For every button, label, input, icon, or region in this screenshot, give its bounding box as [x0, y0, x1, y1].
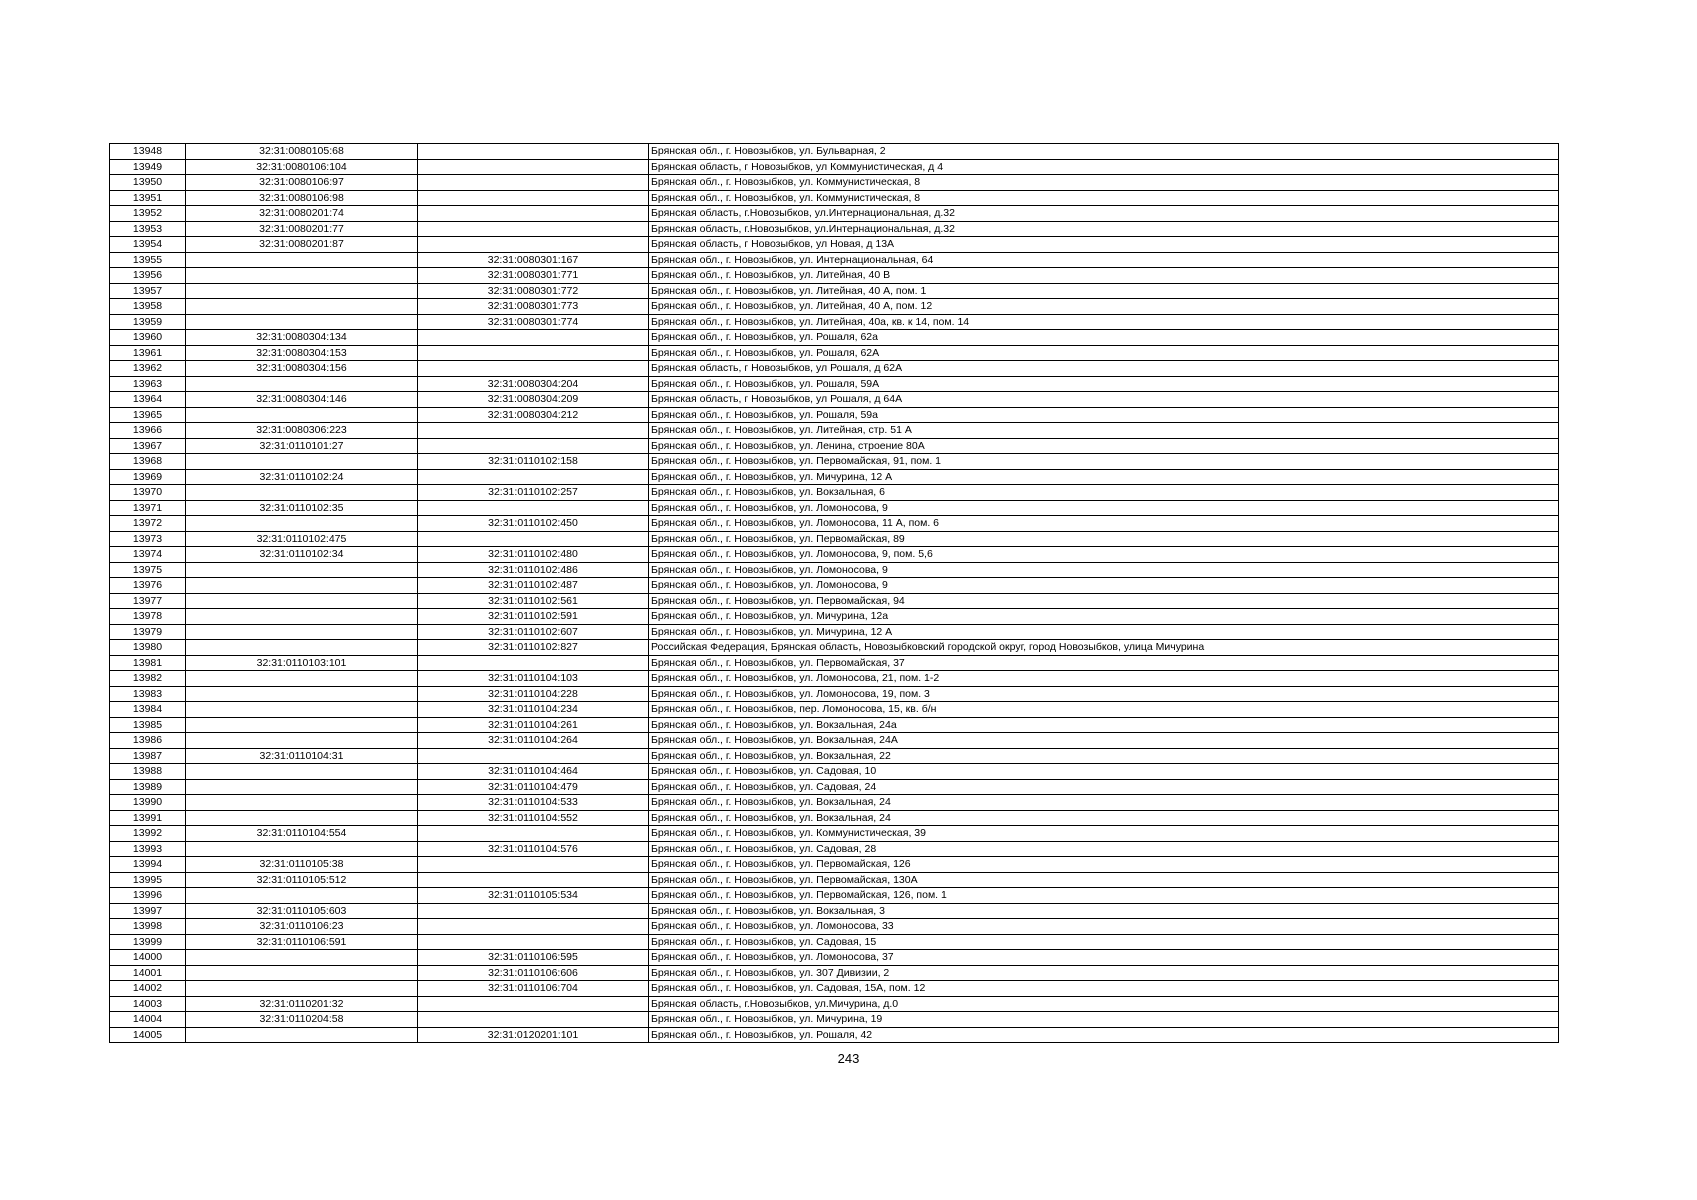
registry-table-body — [110, 144, 1559, 1043]
address-cell: Брянская обл., г. Новозыбков, ул. Литейная, 40а, кв. к 14, пом. 14 — [649, 314, 1559, 330]
cadastral-number-a-cell: 32:31:0080304:156 — [186, 361, 418, 377]
row-number-cell: 13991 — [110, 810, 186, 826]
cadastral-number-a-cell: 32:31:0110102:34 — [186, 547, 418, 563]
cadastral-number-b-cell — [418, 237, 649, 253]
cadastral-number-b-cell — [418, 500, 649, 516]
address-cell: Брянская область, г Новозыбков, ул Новая, д 13А — [649, 237, 1559, 253]
cadastral-number-b-cell: 32:31:0080304:212 — [418, 407, 649, 423]
table-row — [110, 950, 1559, 966]
cadastral-number-a-cell — [186, 299, 418, 315]
table-row — [110, 485, 1559, 501]
table-row — [110, 857, 1559, 873]
address-cell: Брянская обл., г. Новозыбков, ул. Ломоносова, 33 — [649, 919, 1559, 935]
cadastral-number-b-cell: 32:31:0110104:234 — [418, 702, 649, 718]
address-cell: Брянская обл., г. Новозыбков, ул. Вокзальная, 24 — [649, 795, 1559, 811]
table-row — [110, 872, 1559, 888]
address-cell: Брянская обл., г. Новозыбков, ул. Ломоносова, 37 — [649, 950, 1559, 966]
cadastral-number-a-cell: 32:31:0080304:153 — [186, 345, 418, 361]
cadastral-number-a-cell — [186, 516, 418, 532]
cadastral-number-b-cell — [418, 438, 649, 454]
table-row — [110, 500, 1559, 516]
row-number-cell: 13950 — [110, 175, 186, 191]
cadastral-number-a-cell — [186, 981, 418, 997]
table-row — [110, 392, 1559, 408]
row-number-cell: 13988 — [110, 764, 186, 780]
cadastral-number-a-cell: 32:31:0110104:554 — [186, 826, 418, 842]
cadastral-number-a-cell — [186, 624, 418, 640]
cadastral-number-b-cell: 32:31:0110104:264 — [418, 733, 649, 749]
row-number-cell: 13972 — [110, 516, 186, 532]
row-number-cell: 13964 — [110, 392, 186, 408]
row-number-cell: 13989 — [110, 779, 186, 795]
address-cell: Брянская обл., г. Новозыбков, ул. Первомайская, 94 — [649, 593, 1559, 609]
row-number-cell: 13966 — [110, 423, 186, 439]
cadastral-number-a-cell — [186, 1027, 418, 1043]
cadastral-number-b-cell — [418, 330, 649, 346]
cadastral-number-a-cell: 32:31:0080306:223 — [186, 423, 418, 439]
row-number-cell: 13981 — [110, 655, 186, 671]
cadastral-number-b-cell: 32:31:0110104:533 — [418, 795, 649, 811]
cadastral-number-a-cell: 32:31:0110103:101 — [186, 655, 418, 671]
address-cell: Брянская обл., г. Новозыбков, ул. Рошаля, 42 — [649, 1027, 1559, 1043]
cadastral-number-b-cell — [418, 857, 649, 873]
row-number-cell: 13970 — [110, 485, 186, 501]
cadastral-number-a-cell — [186, 407, 418, 423]
address-cell: Брянская обл., г. Новозыбков, ул. Мичурина, 12а — [649, 609, 1559, 625]
cadastral-number-a-cell — [186, 671, 418, 687]
table-row — [110, 764, 1559, 780]
row-number-cell: 13985 — [110, 717, 186, 733]
cadastral-number-b-cell: 32:31:0110102:486 — [418, 562, 649, 578]
table-row — [110, 996, 1559, 1012]
address-cell: Брянская обл., г. Новозыбков, ул. Литейная, 40 А, пом. 1 — [649, 283, 1559, 299]
cadastral-number-b-cell: 32:31:0110102:591 — [418, 609, 649, 625]
cadastral-number-b-cell: 32:31:0110104:464 — [418, 764, 649, 780]
cadastral-number-a-cell: 32:31:0110105:603 — [186, 903, 418, 919]
cadastral-number-b-cell: 32:31:0080301:772 — [418, 283, 649, 299]
cadastral-number-b-cell — [418, 469, 649, 485]
cadastral-number-a-cell — [186, 888, 418, 904]
row-number-cell: 13965 — [110, 407, 186, 423]
table-row — [110, 810, 1559, 826]
cadastral-number-a-cell: 32:31:0080304:146 — [186, 392, 418, 408]
table-row — [110, 609, 1559, 625]
address-cell: Брянская обл., г. Новозыбков, ул. Вокзальная, 24а — [649, 717, 1559, 733]
table-row — [110, 779, 1559, 795]
address-cell: Брянская обл., г. Новозыбков, ул. Садовая, 15 — [649, 934, 1559, 950]
table-row — [110, 454, 1559, 470]
cadastral-number-a-cell: 32:31:0110104:31 — [186, 748, 418, 764]
address-cell: Брянская обл., г. Новозыбков, ул. Вокзальная, 6 — [649, 485, 1559, 501]
cadastral-number-b-cell — [418, 206, 649, 222]
row-number-cell: 14000 — [110, 950, 186, 966]
row-number-cell: 13952 — [110, 206, 186, 222]
row-number-cell: 14002 — [110, 981, 186, 997]
address-cell: Брянская обл., г. Новозыбков, ул. Ломоносова, 11 А, пом. 6 — [649, 516, 1559, 532]
address-cell: Брянская обл., г. Новозыбков, ул. Первомайская, 126, пом. 1 — [649, 888, 1559, 904]
address-cell: Брянская обл., г. Новозыбков, ул. Ломоносова, 19, пом. 3 — [649, 686, 1559, 702]
table-row — [110, 624, 1559, 640]
cadastral-number-a-cell: 32:31:0080201:74 — [186, 206, 418, 222]
cadastral-number-b-cell: 32:31:0110102:158 — [418, 454, 649, 470]
row-number-cell: 13954 — [110, 237, 186, 253]
row-number-cell: 13986 — [110, 733, 186, 749]
table-row — [110, 314, 1559, 330]
cadastral-number-b-cell: 32:31:0110106:704 — [418, 981, 649, 997]
row-number-cell: 13962 — [110, 361, 186, 377]
address-cell: Брянская обл., г. Новозыбков, ул. 307 Дивизии, 2 — [649, 965, 1559, 981]
cadastral-number-b-cell: 32:31:0110102:450 — [418, 516, 649, 532]
row-number-cell: 13979 — [110, 624, 186, 640]
table-row — [110, 345, 1559, 361]
row-number-cell: 13999 — [110, 934, 186, 950]
cadastral-number-a-cell — [186, 733, 418, 749]
cadastral-number-b-cell: 32:31:0110102:480 — [418, 547, 649, 563]
row-number-cell: 13990 — [110, 795, 186, 811]
row-number-cell: 13967 — [110, 438, 186, 454]
table-row — [110, 748, 1559, 764]
cadastral-number-b-cell: 32:31:0120201:101 — [418, 1027, 649, 1043]
row-number-cell: 14004 — [110, 1012, 186, 1028]
address-cell: Российская Федерация, Брянская область, Новозыбковский городской округ, город Новозыбков, улица Мичурина — [649, 640, 1559, 656]
cadastral-number-a-cell — [186, 717, 418, 733]
address-cell: Брянская область, г Новозыбков, ул Рошаля, д 62А — [649, 361, 1559, 377]
cadastral-number-b-cell: 32:31:0110104:103 — [418, 671, 649, 687]
cadastral-number-a-cell — [186, 268, 418, 284]
cadastral-number-a-cell: 32:31:0110105:512 — [186, 872, 418, 888]
address-cell: Брянская обл., г. Новозыбков, ул. Садовая, 15А, пом. 12 — [649, 981, 1559, 997]
table-row — [110, 733, 1559, 749]
cadastral-number-a-cell — [186, 965, 418, 981]
cadastral-number-a-cell — [186, 841, 418, 857]
row-number-cell: 13977 — [110, 593, 186, 609]
cadastral-number-a-cell — [186, 702, 418, 718]
cadastral-number-a-cell: 32:31:0110101:27 — [186, 438, 418, 454]
address-cell: Брянская обл., г. Новозыбков, ул. Первомайская, 89 — [649, 531, 1559, 547]
address-cell: Брянская обл., г. Новозыбков, ул. Ленина, строение 80А — [649, 438, 1559, 454]
cadastral-number-a-cell: 32:31:0080201:87 — [186, 237, 418, 253]
row-number-cell: 13984 — [110, 702, 186, 718]
registry-table — [109, 143, 1559, 1043]
cadastral-number-a-cell — [186, 764, 418, 780]
table-row — [110, 299, 1559, 315]
row-number-cell: 13976 — [110, 578, 186, 594]
table-row — [110, 841, 1559, 857]
cadastral-number-a-cell: 32:31:0080106:98 — [186, 190, 418, 206]
address-cell: Брянская обл., г. Новозыбков, ул. Коммунистическая, 39 — [649, 826, 1559, 842]
cadastral-number-a-cell: 32:31:0110106:591 — [186, 934, 418, 950]
cadastral-number-a-cell: 32:31:0110204:58 — [186, 1012, 418, 1028]
cadastral-number-a-cell — [186, 485, 418, 501]
row-number-cell: 13973 — [110, 531, 186, 547]
address-cell: Брянская обл., г. Новозыбков, ул. Мичурина, 12 А — [649, 624, 1559, 640]
cadastral-number-a-cell — [186, 376, 418, 392]
row-number-cell: 13953 — [110, 221, 186, 237]
address-cell: Брянская область, г.Новозыбков, ул.Интернациональная, д.32 — [649, 206, 1559, 222]
address-cell: Брянская обл., г. Новозыбков, ул. Первомайская, 130А — [649, 872, 1559, 888]
address-cell: Брянская область, г.Новозыбков, ул.Мичурина, д.0 — [649, 996, 1559, 1012]
address-cell: Брянская обл., г. Новозыбков, ул. Рошаля, 59А — [649, 376, 1559, 392]
cadastral-number-a-cell: 32:31:0110201:32 — [186, 996, 418, 1012]
address-cell: Брянская обл., г. Новозыбков, пер. Ломоносова, 15, кв. б/н — [649, 702, 1559, 718]
row-number-cell: 13960 — [110, 330, 186, 346]
table-row — [110, 578, 1559, 594]
row-number-cell: 13974 — [110, 547, 186, 563]
row-number-cell: 13994 — [110, 857, 186, 873]
cadastral-number-a-cell — [186, 795, 418, 811]
table-row — [110, 1027, 1559, 1043]
table-row — [110, 221, 1559, 237]
row-number-cell: 14001 — [110, 965, 186, 981]
cadastral-number-b-cell — [418, 144, 649, 160]
cadastral-number-b-cell — [418, 872, 649, 888]
cadastral-number-b-cell — [418, 996, 649, 1012]
cadastral-number-b-cell: 32:31:0110102:257 — [418, 485, 649, 501]
cadastral-number-b-cell: 32:31:0110106:606 — [418, 965, 649, 981]
cadastral-number-a-cell: 32:31:0080201:77 — [186, 221, 418, 237]
page-number: 243 — [837, 1051, 860, 1066]
address-cell: Брянская обл., г. Новозыбков, ул. Ломоносова, 9 — [649, 500, 1559, 516]
row-number-cell: 13951 — [110, 190, 186, 206]
table-row — [110, 144, 1559, 160]
cadastral-number-b-cell: 32:31:0110104:228 — [418, 686, 649, 702]
cadastral-number-a-cell: 32:31:0080105:68 — [186, 144, 418, 160]
table-row — [110, 934, 1559, 950]
row-number-cell: 13958 — [110, 299, 186, 315]
address-cell: Брянская обл., г. Новозыбков, ул. Интернациональная, 64 — [649, 252, 1559, 268]
cadastral-number-a-cell: 32:31:0110102:475 — [186, 531, 418, 547]
table-row — [110, 671, 1559, 687]
row-number-cell: 13968 — [110, 454, 186, 470]
cadastral-number-b-cell — [418, 531, 649, 547]
cadastral-number-b-cell — [418, 748, 649, 764]
address-cell: Брянская обл., г. Новозыбков, ул. Мичурина, 19 — [649, 1012, 1559, 1028]
address-cell: Брянская обл., г. Новозыбков, ул. Первомайская, 126 — [649, 857, 1559, 873]
table-row — [110, 795, 1559, 811]
row-number-cell: 13982 — [110, 671, 186, 687]
cadastral-number-b-cell: 32:31:0110102:607 — [418, 624, 649, 640]
address-cell: Брянская обл., г. Новозыбков, ул. Литейная, 40 В — [649, 268, 1559, 284]
cadastral-number-b-cell — [418, 423, 649, 439]
row-number-cell: 13996 — [110, 888, 186, 904]
row-number-cell: 14003 — [110, 996, 186, 1012]
cadastral-number-b-cell — [418, 175, 649, 191]
table-row — [110, 175, 1559, 191]
table-row — [110, 531, 1559, 547]
row-number-cell: 13975 — [110, 562, 186, 578]
cadastral-number-b-cell: 32:31:0080304:209 — [418, 392, 649, 408]
address-cell: Брянская обл., г. Новозыбков, ул. Ломоносова, 21, пом. 1-2 — [649, 671, 1559, 687]
address-cell: Брянская обл., г. Новозыбков, ул. Первомайская, 37 — [649, 655, 1559, 671]
cadastral-number-b-cell: 32:31:0080301:773 — [418, 299, 649, 315]
address-cell: Брянская обл., г. Новозыбков, ул. Рошаля, 59а — [649, 407, 1559, 423]
row-number-cell: 13961 — [110, 345, 186, 361]
address-cell: Брянская обл., г. Новозыбков, ул. Бульварная, 2 — [649, 144, 1559, 160]
cadastral-number-a-cell — [186, 252, 418, 268]
address-cell: Брянская обл., г. Новозыбков, ул. Первомайская, 91, пом. 1 — [649, 454, 1559, 470]
cadastral-number-b-cell: 32:31:0110104:479 — [418, 779, 649, 795]
cadastral-number-b-cell — [418, 826, 649, 842]
address-cell: Брянская обл., г. Новозыбков, ул. Вокзальная, 24А — [649, 733, 1559, 749]
cadastral-number-a-cell — [186, 578, 418, 594]
address-cell: Брянская обл., г. Новозыбков, ул. Ломоносова, 9, пом. 5,6 — [649, 547, 1559, 563]
cadastral-number-a-cell — [186, 779, 418, 795]
table-row — [110, 826, 1559, 842]
table-row — [110, 407, 1559, 423]
cadastral-number-a-cell — [186, 283, 418, 299]
address-cell: Брянская обл., г. Новозыбков, ул. Рошаля, 62а — [649, 330, 1559, 346]
cadastral-number-a-cell — [186, 454, 418, 470]
cadastral-number-a-cell — [186, 810, 418, 826]
address-cell: Брянская обл., г. Новозыбков, ул. Коммунистическая, 8 — [649, 190, 1559, 206]
table-row — [110, 283, 1559, 299]
cadastral-number-a-cell: 32:31:0110105:38 — [186, 857, 418, 873]
table-row — [110, 190, 1559, 206]
address-cell: Брянская обл., г. Новозыбков, ул. Вокзальная, 24 — [649, 810, 1559, 826]
table-row — [110, 640, 1559, 656]
address-cell: Брянская обл., г. Новозыбков, ул. Коммунистическая, 8 — [649, 175, 1559, 191]
table-row — [110, 376, 1559, 392]
table-row — [110, 268, 1559, 284]
cadastral-number-a-cell — [186, 950, 418, 966]
table-row — [110, 593, 1559, 609]
address-cell: Брянская обл., г. Новозыбков, ул. Вокзальная, 22 — [649, 748, 1559, 764]
cadastral-number-a-cell: 32:31:0080106:104 — [186, 159, 418, 175]
table-row — [110, 562, 1559, 578]
cadastral-number-b-cell — [418, 221, 649, 237]
table-row — [110, 888, 1559, 904]
address-cell: Брянская область, г Новозыбков, ул Рошаля, д 64А — [649, 392, 1559, 408]
cadastral-number-a-cell: 32:31:0110106:23 — [186, 919, 418, 935]
row-number-cell: 13969 — [110, 469, 186, 485]
cadastral-number-a-cell — [186, 686, 418, 702]
cadastral-number-b-cell — [418, 919, 649, 935]
address-cell: Брянская обл., г. Новозыбков, ул. Садовая, 24 — [649, 779, 1559, 795]
table-row — [110, 252, 1559, 268]
cadastral-number-b-cell: 32:31:0110104:261 — [418, 717, 649, 733]
table-row — [110, 686, 1559, 702]
cadastral-number-b-cell — [418, 159, 649, 175]
cadastral-number-a-cell: 32:31:0080106:97 — [186, 175, 418, 191]
row-number-cell: 13983 — [110, 686, 186, 702]
address-cell: Брянская обл., г. Новозыбков, ул. Литейная, стр. 51 А — [649, 423, 1559, 439]
address-cell: Брянская обл., г. Новозыбков, ул. Рошаля, 62А — [649, 345, 1559, 361]
row-number-cell: 13993 — [110, 841, 186, 857]
address-cell: Брянская обл., г. Новозыбков, ул. Вокзальная, 3 — [649, 903, 1559, 919]
address-cell: Брянская обл., г. Новозыбков, ул. Ломоносова, 9 — [649, 562, 1559, 578]
row-number-cell: 13955 — [110, 252, 186, 268]
cadastral-number-b-cell: 32:31:0110102:487 — [418, 578, 649, 594]
address-cell: Брянская обл., г. Новозыбков, ул. Ломоносова, 9 — [649, 578, 1559, 594]
cadastral-number-b-cell: 32:31:0110102:561 — [418, 593, 649, 609]
row-number-cell: 13957 — [110, 283, 186, 299]
row-number-cell: 13949 — [110, 159, 186, 175]
cadastral-number-b-cell — [418, 1012, 649, 1028]
row-number-cell: 14005 — [110, 1027, 186, 1043]
row-number-cell: 13959 — [110, 314, 186, 330]
row-number-cell: 13992 — [110, 826, 186, 842]
address-cell: Брянская обл., г. Новозыбков, ул. Садовая, 28 — [649, 841, 1559, 857]
table-row — [110, 330, 1559, 346]
table-row — [110, 965, 1559, 981]
row-number-cell: 13956 — [110, 268, 186, 284]
table-row — [110, 903, 1559, 919]
row-number-cell: 13978 — [110, 609, 186, 625]
cadastral-number-b-cell: 32:31:0110102:827 — [418, 640, 649, 656]
cadastral-number-b-cell: 32:31:0110106:595 — [418, 950, 649, 966]
table-row — [110, 547, 1559, 563]
table-row — [110, 206, 1559, 222]
table-row — [110, 423, 1559, 439]
table-row — [110, 516, 1559, 532]
cadastral-number-b-cell: 32:31:0080304:204 — [418, 376, 649, 392]
address-cell: Брянская обл., г. Новозыбков, ул. Литейная, 40 А, пом. 12 — [649, 299, 1559, 315]
table-row — [110, 717, 1559, 733]
cadastral-number-b-cell: 32:31:0110105:534 — [418, 888, 649, 904]
cadastral-number-b-cell — [418, 345, 649, 361]
table-row — [110, 702, 1559, 718]
address-cell: Брянская обл., г. Новозыбков, ул. Садовая, 10 — [649, 764, 1559, 780]
table-row — [110, 438, 1559, 454]
cadastral-number-b-cell — [418, 361, 649, 377]
cadastral-number-a-cell: 32:31:0110102:24 — [186, 469, 418, 485]
table-row — [110, 469, 1559, 485]
address-cell: Брянская область, г.Новозыбков, ул.Интернациональная, д.32 — [649, 221, 1559, 237]
table-row — [110, 981, 1559, 997]
cadastral-number-b-cell: 32:31:0110104:552 — [418, 810, 649, 826]
row-number-cell: 13997 — [110, 903, 186, 919]
cadastral-number-b-cell — [418, 655, 649, 671]
cadastral-number-b-cell: 32:31:0080301:771 — [418, 268, 649, 284]
row-number-cell: 13963 — [110, 376, 186, 392]
table-row — [110, 919, 1559, 935]
address-cell: Брянская область, г Новозыбков, ул Коммунистическая, д 4 — [649, 159, 1559, 175]
row-number-cell: 13995 — [110, 872, 186, 888]
cadastral-number-a-cell — [186, 593, 418, 609]
cadastral-number-b-cell: 32:31:0080301:167 — [418, 252, 649, 268]
cadastral-number-a-cell: 32:31:0080304:134 — [186, 330, 418, 346]
row-number-cell: 13971 — [110, 500, 186, 516]
address-cell: Брянская обл., г. Новозыбков, ул. Мичурина, 12 А — [649, 469, 1559, 485]
cadastral-number-b-cell: 32:31:0080301:774 — [418, 314, 649, 330]
cadastral-number-a-cell: 32:31:0110102:35 — [186, 500, 418, 516]
table-row — [110, 1012, 1559, 1028]
cadastral-number-a-cell — [186, 562, 418, 578]
cadastral-number-b-cell — [418, 190, 649, 206]
table-row — [110, 159, 1559, 175]
table-row — [110, 361, 1559, 377]
row-number-cell: 13998 — [110, 919, 186, 935]
table-row — [110, 655, 1559, 671]
cadastral-number-b-cell — [418, 934, 649, 950]
row-number-cell: 13948 — [110, 144, 186, 160]
cadastral-number-b-cell: 32:31:0110104:576 — [418, 841, 649, 857]
table-row — [110, 237, 1559, 253]
row-number-cell: 13980 — [110, 640, 186, 656]
cadastral-number-a-cell — [186, 314, 418, 330]
cadastral-number-a-cell — [186, 640, 418, 656]
cadastral-number-a-cell — [186, 609, 418, 625]
row-number-cell: 13987 — [110, 748, 186, 764]
cadastral-number-b-cell — [418, 903, 649, 919]
